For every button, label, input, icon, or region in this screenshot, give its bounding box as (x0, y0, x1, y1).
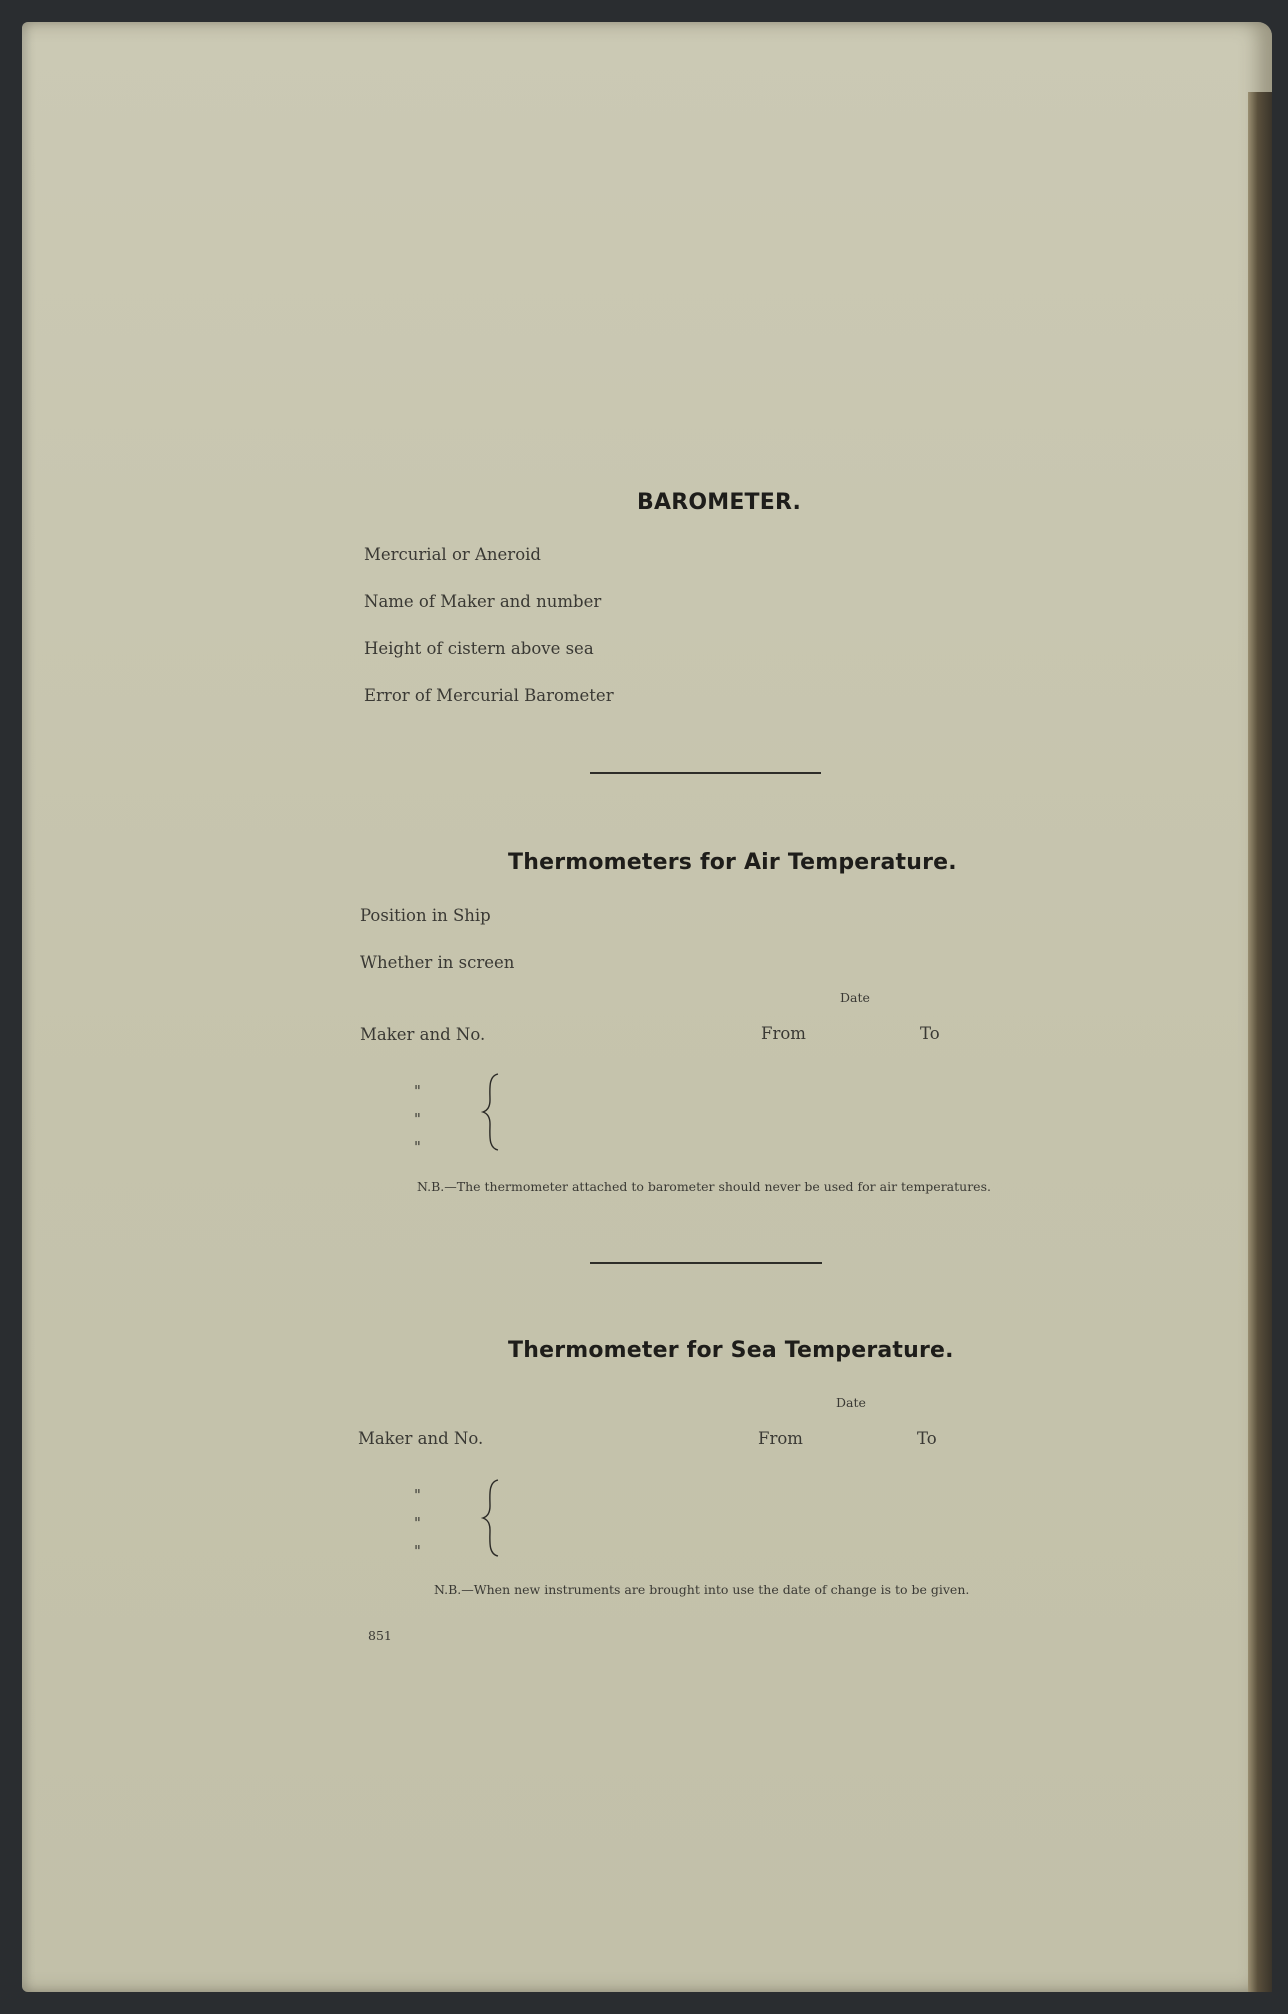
sea-note: N.B.—When new instruments are brought into use the date of change is to be given. (434, 1582, 970, 1597)
sea-ditto-1: " (414, 1486, 421, 1504)
form-page (22, 22, 1272, 1992)
air-from-label: From (761, 1024, 806, 1043)
section-divider-1 (590, 772, 821, 774)
sea-ditto-2: " (414, 1514, 421, 1532)
air-maker-label: Maker and No. (360, 1025, 486, 1044)
sea-ditto-3: " (414, 1542, 421, 1560)
air-date-label: Date (840, 990, 870, 1005)
book-edge (1248, 92, 1272, 1992)
air-ditto-3: " (414, 1138, 421, 1156)
air-note: N.B.—The thermometer attached to barometer should never be used for air temperatures. (417, 1179, 991, 1194)
sea-from-label: From (758, 1429, 803, 1448)
air-brace-icon (480, 1072, 504, 1152)
field-mercurial-error: Error of Mercurial Barometer (364, 686, 614, 705)
barometer-heading: BAROMETER. (637, 490, 802, 515)
sea-to-label: To (917, 1429, 937, 1448)
sea-brace-icon (480, 1478, 504, 1558)
section-divider-2 (590, 1262, 822, 1264)
sea-date-label: Date (836, 1395, 866, 1410)
air-thermometers-heading: Thermometers for Air Temperature. (508, 850, 957, 875)
field-cistern-height: Height of cistern above sea (364, 639, 594, 658)
field-whether-in-screen: Whether in screen (360, 953, 515, 972)
field-maker-number: Name of Maker and number (364, 592, 602, 611)
sea-thermometer-heading: Thermometer for Sea Temperature. (508, 1338, 954, 1363)
sea-maker-label: Maker and No. (358, 1429, 484, 1448)
air-to-label: To (920, 1024, 940, 1043)
air-ditto-1: " (414, 1082, 421, 1100)
page-number: 851 (368, 1628, 392, 1643)
air-ditto-2: " (414, 1110, 421, 1128)
field-mercurial-or-aneroid: Mercurial or Aneroid (364, 545, 541, 564)
field-position-in-ship: Position in Ship (360, 906, 491, 925)
